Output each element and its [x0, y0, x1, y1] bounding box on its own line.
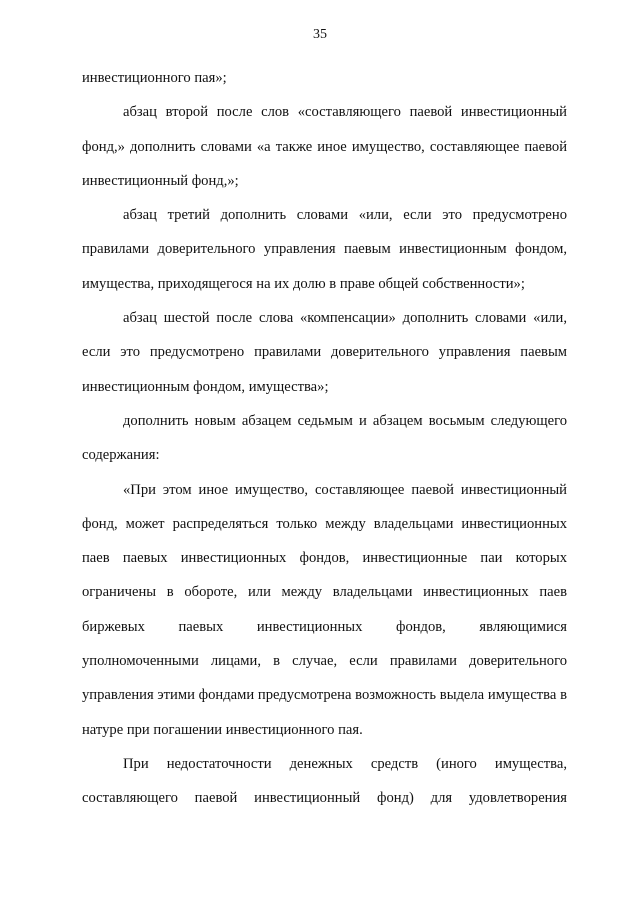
paragraph-new-paragraphs: дополнить новым абзацем седьмым и абзацем восьмым следующего содержания: — [82, 412, 567, 464]
page-number: 35 — [313, 27, 327, 42]
document-body — [82, 61, 567, 816]
paragraph-continuation: инвестиционного пая»; — [82, 70, 227, 86]
paragraph-amendment-second: абзац второй после слов «составляющего паевой инвестиционный фонд,» дополнить словами «а также иное имущество, составляющее паевой инвестиционный фонд,»; — [82, 104, 567, 189]
paragraph-amendment-third: абзац третий дополнить словами «или, если это предусмотрено правилами доверительного управления паевым инвестиционным фондом, имущества, приходящегося на их долю в праве общей собственности»; — [82, 207, 567, 292]
paragraph-amendment-sixth: абзац шестой после слова «компенсации» дополнить словами «или, если это предусмотрено правилами доверительного управления паевым инвестиционным фондом, имущества»; — [82, 310, 567, 395]
paragraph-insufficiency: При недостаточности денежных средств (иного имущества, составляющего паевой инвестиционный фонд) для удовлетворения — [82, 755, 567, 807]
paragraph-quoted-text: «При этом иное имущество, составляющее паевой инвестиционный фонд, может распределяться только между владельцами инвестиционных паев паевых инвестиционных фондов, инвестиционные паи которых ограничены в обороте, или между владельцами инвестиционных паев биржевых паевых инвестиционных фондов, являющимися уполномоченными лицами, в случае, если правилами доверительного управления этими фондами предусмотрена возможность выдела имущества в натуре при погашении инвестиционного пая. — [82, 481, 567, 738]
